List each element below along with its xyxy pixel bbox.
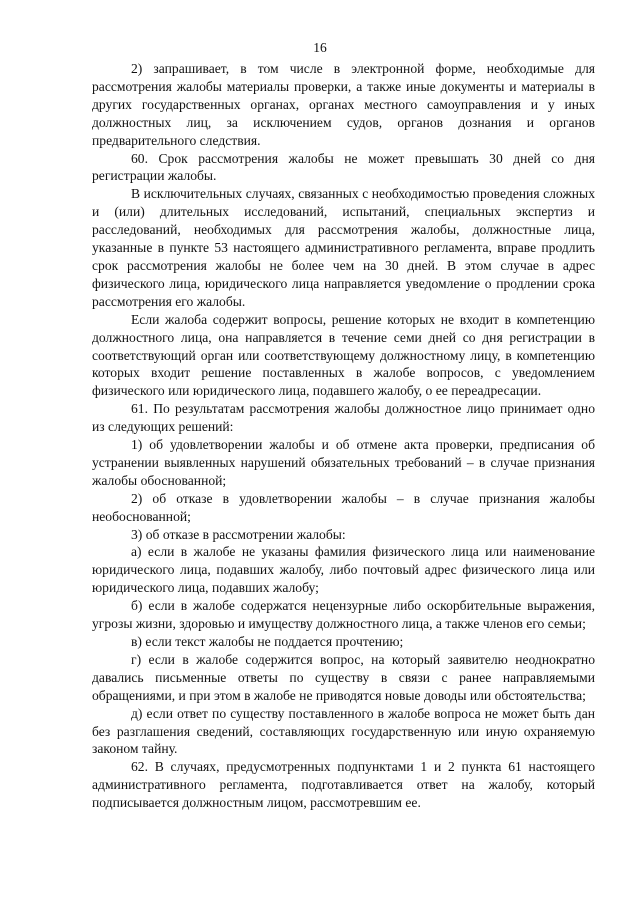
paragraph-decision-3-refuse-review: 3) об отказе в рассмотрении жалобы:: [131, 526, 346, 542]
paragraph-subitem-v: в) если текст жалобы не поддается прочтению;: [131, 634, 404, 649]
document-body: [92, 60, 595, 812]
paragraph-redirection: Если жалоба содержит вопросы, решение которых не входит в компетенцию должностного лица, она направляется в течение семи дней со дня регистрации в соответствующий орган или соответствующему должностному лицу, в компетенцию которых входит решение поставленных в жалобе вопросов, с уведомлением физического или юридического лица, подавшего жалобу, о ее переадресации.: [92, 311, 595, 399]
page-number: 16: [313, 40, 327, 55]
paragraph-subitem-g: г) если в жалобе содержится вопрос, на который заявителю неоднократно давались письменные ответы по существу в связи с ранее направляемыми обращениями, и при этом в жалобе не приводятся новые доводы или обстоятельства;: [92, 651, 595, 703]
paragraph-subitem-b: б) если в жалобе содержатся нецензурные либо оскорбительные выражения, угрозы жизни, здоровью и имуществу должностного лица, а также членов его семьи;: [92, 598, 595, 632]
paragraph-decision-2-refuse-satisfy: 2) об отказе в удовлетворении жалобы – в случае признания жалобы необоснованной;: [92, 490, 595, 524]
paragraph-60-review-term: 60. Срок рассмотрения жалобы не может превышать 30 дней со дня регистрации жалобы.: [92, 150, 595, 184]
paragraph-decision-1-satisfy: 1) об удовлетворении жалобы и об отмене акта проверки, предписания об устранении выявленных нарушений обязательных требований – в случае признания жалобы обоснованной;: [92, 437, 595, 488]
paragraph-subitem-a: а) если в жалобе не указаны фамилия физического лица или наименование юридического лица, подавших жалобу, либо почтовый адрес физического лица или юридического лица, подавших жалобу;: [92, 544, 595, 596]
paragraph-62-response: 62. В случаях, предусмотренных подпунктами 1 и 2 пункта 61 настоящего административного регламента, подготавливается ответ на жалобу, который подписывается должностным лицом, рассмотревшим ее.: [92, 759, 595, 811]
paragraph-exceptional-cases: В исключительных случаях, связанных с необходимостью проведения сложных и (или) длительных исследований, испытаний, специальных экспертиз и расследований, необходимых для рассмотрения жалобы, должностные лица, указанные в пункте 53 настоящего административного регламента, вправе продлить срок рассмотрения жалобы не более чем на 30 дней. В этом случае в адрес физического лица, юридического лица направляется уведомление о продлении срока рассмотрения его жалобы.: [92, 186, 595, 309]
paragraph-61-decisions: 61. По результатам рассмотрения жалобы должностное лицо принимает одно из следующих решений:: [92, 401, 595, 435]
paragraph-2-request-materials: 2) запрашивает, в том числе в электронной форме, необходимые для рассмотрения жалобы материалы проверки, а также иные документы и материалы в других государственных органах, органах местного самоуправления и у иных должностных лиц, за исключением судов, органов дознания и органов предварительного следствия.: [92, 61, 595, 148]
paragraph-subitem-d: д) если ответ по существу поставленного в жалобе вопроса не может быть дан без разглашения сведений, составляющих государственную или иную охраняемую законом тайну.: [92, 705, 595, 757]
